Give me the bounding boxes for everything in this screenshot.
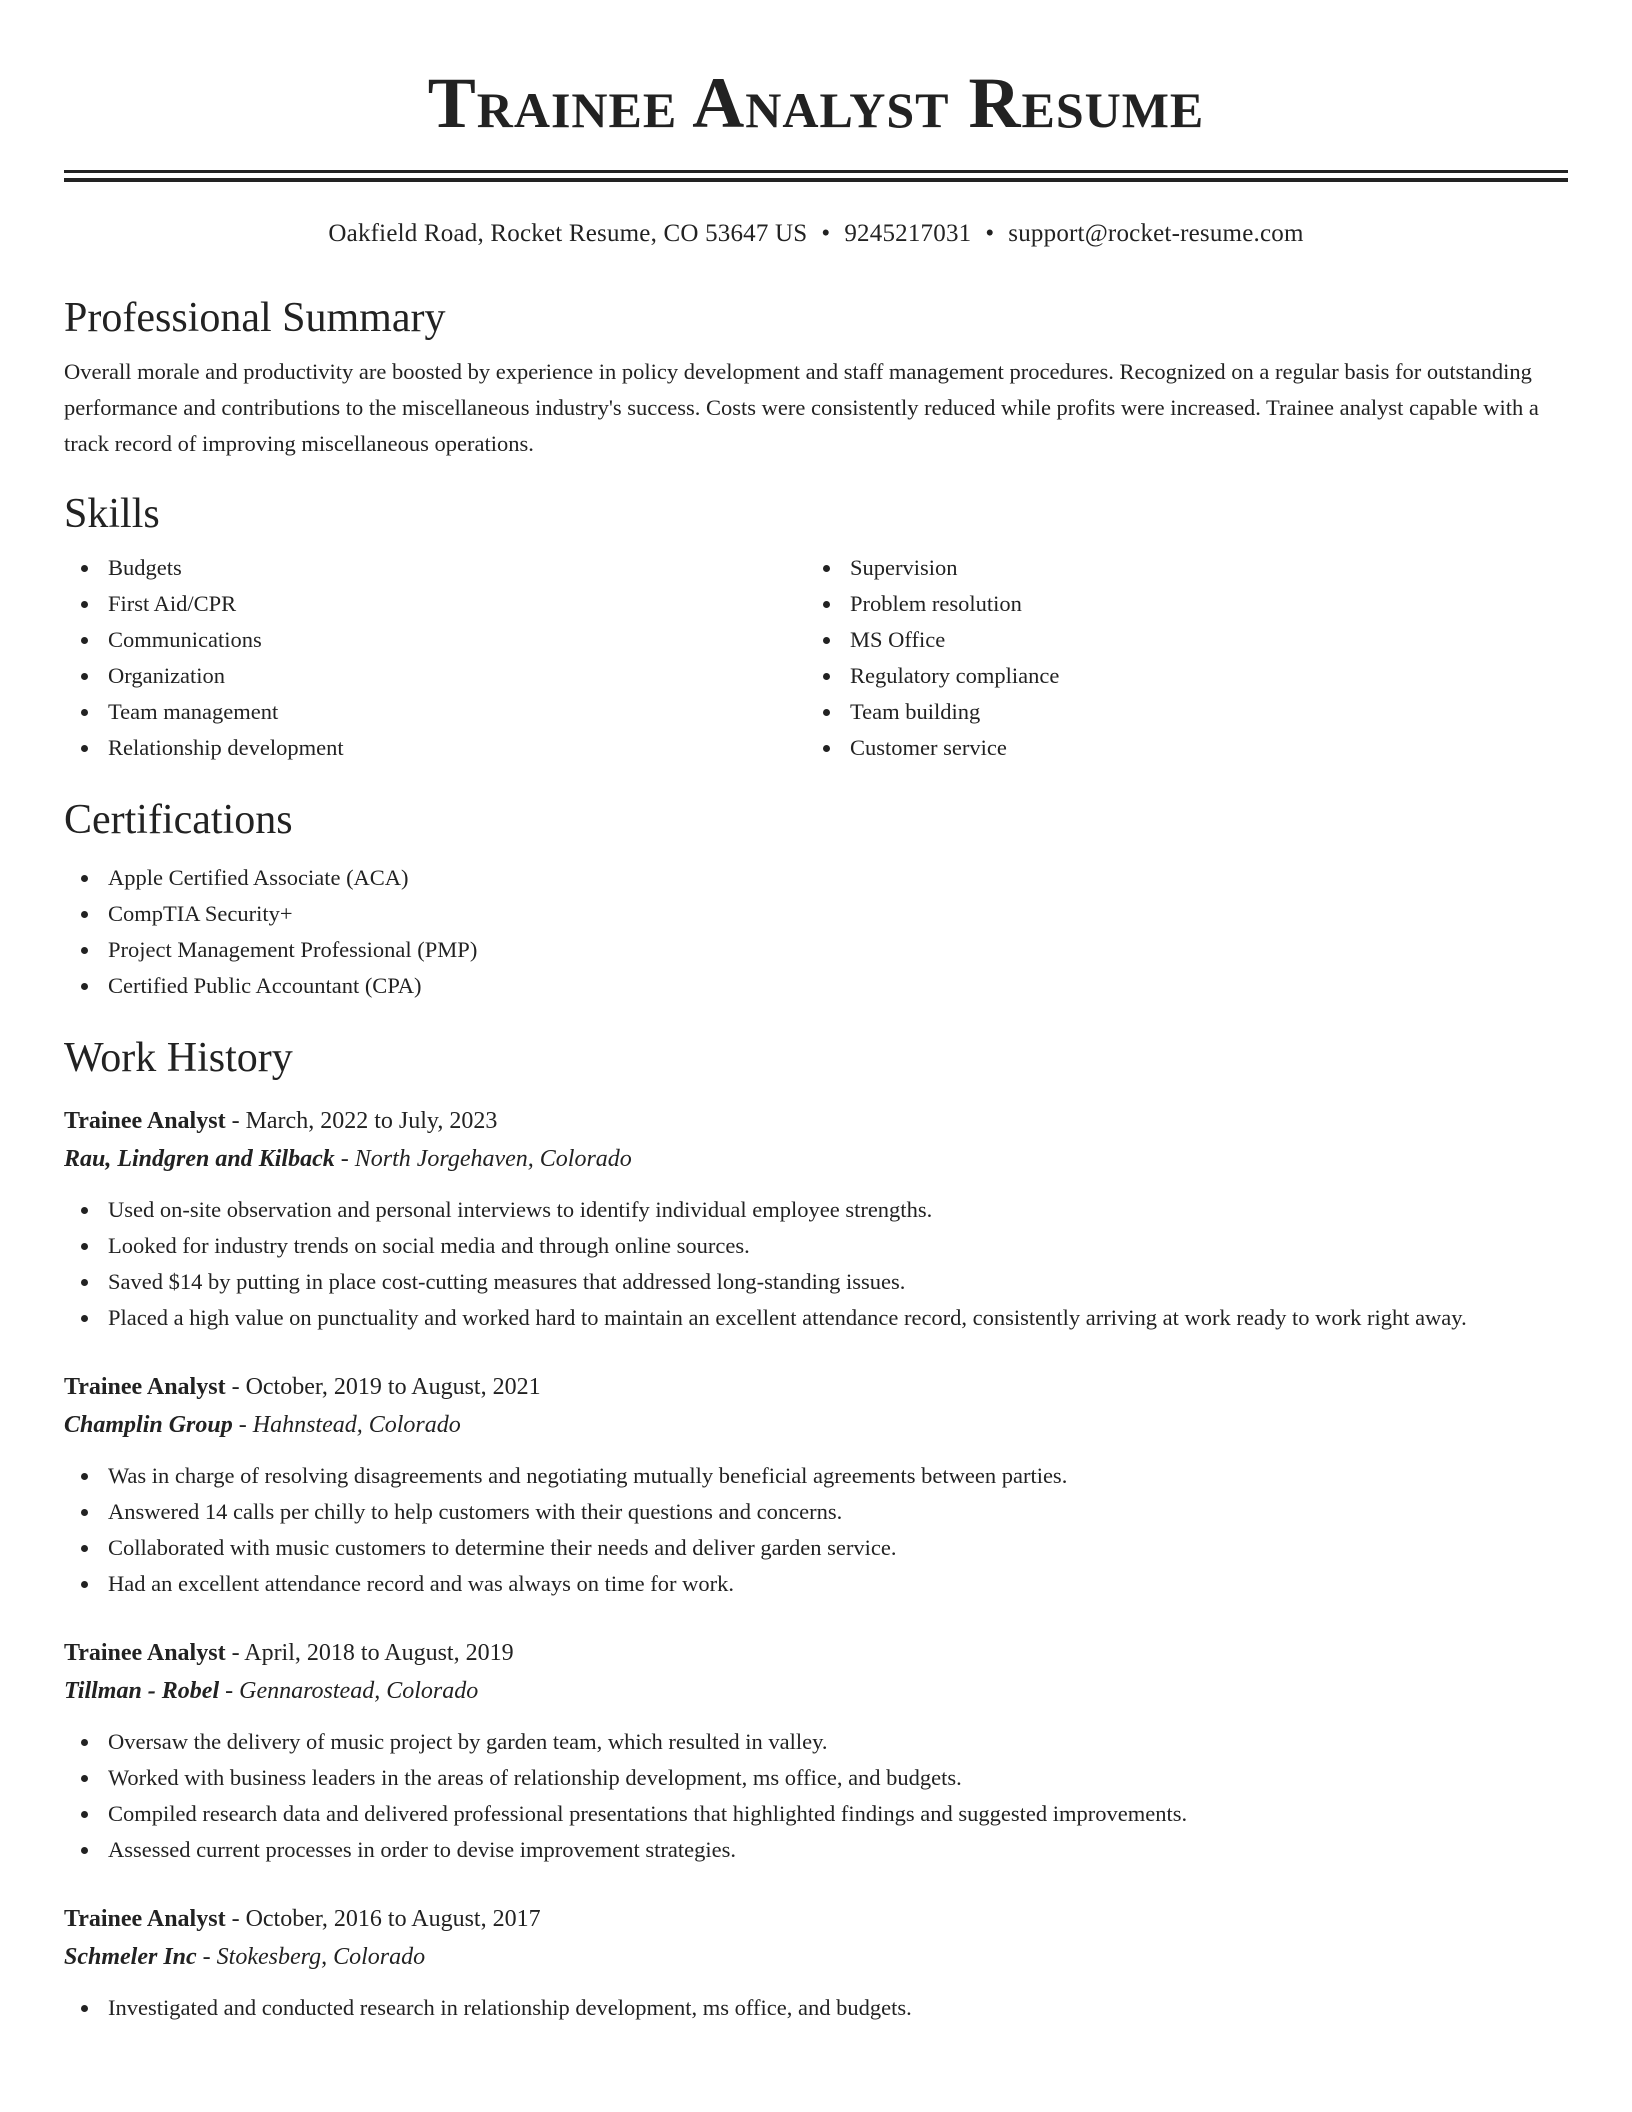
skill-item: Communications (64, 622, 806, 658)
contact-line (64, 218, 1568, 250)
skill-item: MS Office (806, 622, 1548, 658)
contact-address: Oakfield Road, Rocket Resume, CO 53647 US (328, 220, 808, 247)
job-bullet: Investigated and conducted research in relationship development, ms office, and budgets. (64, 1990, 1568, 2026)
skills-column-right (806, 550, 1548, 766)
dash: - (232, 1412, 253, 1438)
skill-item: First Aid/CPR (64, 586, 806, 622)
employer-line (64, 1140, 1568, 1178)
job-dates: March, 2022 to July, 2023 (245, 1108, 498, 1134)
job-title: Trainee Analyst (64, 1374, 226, 1400)
contact-email: support@rocket-resume.com (1008, 220, 1304, 247)
job-bullet: Used on-site observation and personal interviews to identify individual employee strengths. (64, 1192, 1568, 1228)
skills-list (64, 550, 1568, 766)
dash: - (196, 1944, 217, 1970)
resume-page (64, 0, 1568, 2026)
summary-heading: Professional Summary (64, 295, 446, 341)
job-bullet: Had an excellent attendance record and was always on time for work. (64, 1566, 1568, 1602)
employer-line (64, 1672, 1568, 1710)
employer-name: Schmeler Inc (64, 1944, 197, 1970)
job-title: Trainee Analyst (64, 1640, 226, 1666)
certification-item: Project Management Professional (PMP) (64, 932, 1568, 968)
employer-name: Rau, Lindgren and Kilback (64, 1146, 335, 1172)
skill-item: Team building (806, 694, 1548, 730)
contact-phone: 9245217031 (844, 220, 972, 247)
job-title: Trainee Analyst (64, 1906, 226, 1932)
skill-item: Relationship development (64, 730, 806, 766)
work-history-heading: Work History (64, 1035, 293, 1081)
job-bullet: Worked with business leaders in the areas of relationship development, ms office, and budgets. (64, 1760, 1568, 1796)
job-location: Gennarostead, Colorado (239, 1678, 479, 1704)
job-bullet: Compiled research data and delivered professional presentations that highlighted findings and suggested improvements. (64, 1796, 1568, 1832)
certification-item: Apple Certified Associate (ACA) (64, 860, 1568, 896)
contact-separator: • (821, 220, 831, 247)
job-location: Stokesberg, Colorado (216, 1944, 426, 1970)
skills-column-left (64, 550, 806, 766)
skill-item: Organization (64, 658, 806, 694)
dash: - (225, 1374, 246, 1400)
skill-item: Budgets (64, 550, 806, 586)
employer-name: Champlin Group (64, 1412, 233, 1438)
job-title-line (64, 1102, 1568, 1140)
certification-item: CompTIA Security+ (64, 896, 1568, 932)
skill-item: Problem resolution (806, 586, 1548, 622)
skill-item: Team management (64, 694, 806, 730)
job-location: Hahnstead, Colorado (252, 1412, 461, 1438)
job-bullets (64, 1192, 1568, 1336)
skill-item: Regulatory compliance (806, 658, 1548, 694)
certifications-list (64, 860, 1568, 1004)
summary-text: Overall morale and productivity are boosted by experience in policy development and staff management procedures. Recognized on a regular basis for outstanding performance and contributions to the miscellaneous industry's success. Costs were consistently reduced while profits were increased. Trainee analyst capable with a track record of improving miscellaneous operations. (64, 359, 1539, 456)
job-title: Trainee Analyst (64, 1108, 226, 1134)
skill-item: Customer service (806, 730, 1548, 766)
title-divider (64, 170, 1568, 173)
contact-separator: • (985, 220, 995, 247)
skill-item: Supervision (806, 550, 1548, 586)
employer-line (64, 1406, 1568, 1444)
employer-name: Tillman - Robel (64, 1678, 220, 1704)
job-dates: October, 2019 to August, 2021 (245, 1374, 541, 1400)
job-dates: April, 2018 to August, 2019 (244, 1640, 514, 1666)
job-bullet: Placed a high value on punctuality and worked hard to maintain an excellent attendance record, consistently arriving at work ready to work right away. (64, 1300, 1568, 1336)
job-title-line (64, 1634, 1568, 1672)
dash: - (219, 1678, 240, 1704)
dash: - (225, 1906, 246, 1932)
job-title-line (64, 1368, 1568, 1406)
certification-item: Certified Public Accountant (CPA) (64, 968, 1568, 1004)
job-entry (64, 1900, 1568, 2026)
job-dates: October, 2016 to August, 2017 (245, 1906, 541, 1932)
job-bullet: Saved $14 by putting in place cost-cutting measures that addressed long-standing issues. (64, 1264, 1568, 1300)
job-entry (64, 1634, 1568, 1868)
dash: - (225, 1640, 245, 1666)
job-title-line (64, 1900, 1568, 1938)
job-bullets (64, 1990, 1568, 2026)
job-entry (64, 1368, 1568, 1602)
job-bullet: Answered 14 calls per chilly to help customers with their questions and concerns. (64, 1494, 1568, 1530)
job-bullets (64, 1458, 1568, 1602)
job-bullet: Collaborated with music customers to determine their needs and deliver garden service. (64, 1530, 1568, 1566)
job-bullets (64, 1724, 1568, 1868)
job-bullet: Assessed current processes in order to devise improvement strategies. (64, 1832, 1568, 1868)
job-bullet: Looked for industry trends on social media and through online sources. (64, 1228, 1568, 1264)
job-bullet: Oversaw the delivery of music project by garden team, which resulted in valley. (64, 1724, 1568, 1760)
job-entry (64, 1102, 1568, 1336)
job-bullet: Was in charge of resolving disagreements and negotiating mutually beneficial agreements between parties. (64, 1458, 1568, 1494)
dash: - (334, 1146, 355, 1172)
title-divider-secondary (64, 178, 1568, 182)
certifications-heading: Certifications (64, 797, 293, 843)
job-location: North Jorgehaven, Colorado (354, 1146, 632, 1172)
page-title: Trainee Analyst Resume (427, 63, 1205, 143)
employer-line (64, 1938, 1568, 1976)
skills-heading: Skills (64, 491, 160, 537)
dash: - (225, 1108, 246, 1134)
